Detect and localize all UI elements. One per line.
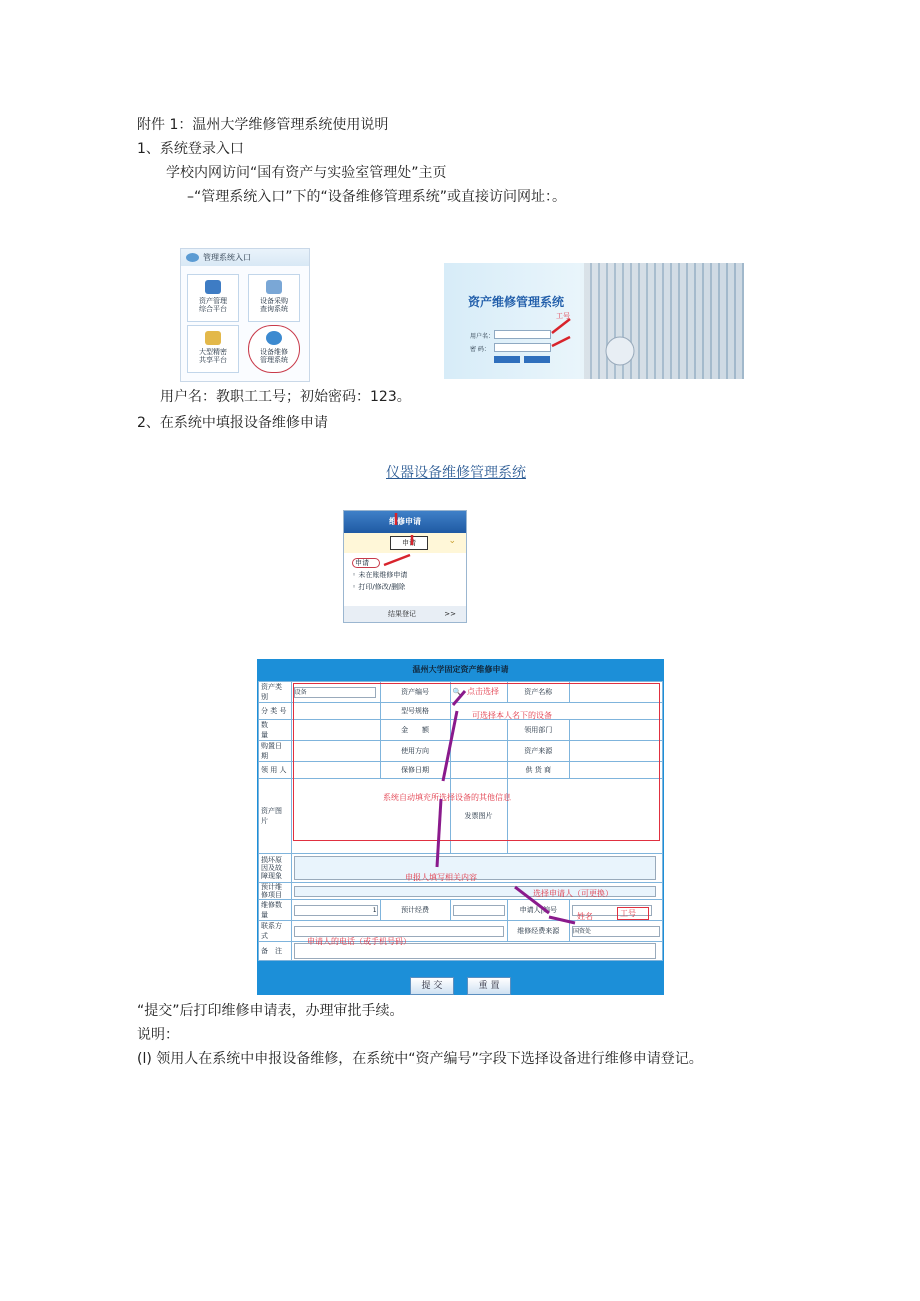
- submit-button[interactable]: 提 交: [410, 977, 454, 995]
- label-damage-cause: 损坏原因及故障现象: [259, 854, 292, 883]
- annotation-select-own: 可选择本人名下的设备: [472, 711, 552, 720]
- form-title: 温州大学固定资产维修申请: [412, 665, 509, 674]
- label-usage: 使用方向: [380, 741, 450, 762]
- password-label: 密 码：: [470, 346, 490, 353]
- gear-globe-icon: [266, 331, 282, 345]
- label-purchase-date: 购置日期: [259, 741, 292, 762]
- menu-item-unlisted-apply[interactable]: ◦ 未在账维修申请: [352, 571, 408, 579]
- note-item-1: (l) 领用人在系统中申报设备维修，在系统中“资产编号”字段下选择设备进行维修申请登记。: [137, 1051, 703, 1067]
- menu-header[interactable]: 维修申请: [344, 511, 466, 533]
- label-applicant-number: 申请人|编号: [507, 900, 569, 921]
- system-link[interactable]: 仪器设备维修管理系统: [386, 465, 526, 481]
- menu-footer-label: 结果登记: [388, 610, 416, 618]
- tile-label: 大型精密 共享平台: [199, 348, 227, 364]
- label-asset-category: 资产类别: [259, 682, 292, 703]
- repair-menu-screenshot: [343, 510, 467, 623]
- entry-panel-header: [181, 249, 309, 266]
- menu-item-label: 申请: [352, 558, 380, 568]
- tile-label: 资产管理 综合平台: [199, 297, 227, 313]
- folder-icon: [205, 331, 221, 345]
- document-search-icon: [266, 280, 282, 294]
- label-contact: 联系方式: [259, 921, 292, 942]
- fund-source-value: 国资处: [572, 926, 660, 937]
- after-submit-note: “提交”后打印维修申请表，办理审批手续。: [137, 1003, 404, 1019]
- tile-shared-platform[interactable]: [187, 325, 239, 373]
- form-annotation-arrows: [257, 659, 664, 995]
- annotation-click-select: 点击选择: [467, 687, 499, 696]
- chevron-right-icon: >>: [444, 610, 456, 618]
- section-1-paragraph-2: –“管理系统入口”下的“设备维修管理系统”或直接访问网址：。: [187, 189, 567, 205]
- label-asset-name: 资产名称: [507, 682, 569, 703]
- tile-repair-management[interactable]: [248, 325, 300, 373]
- label-supplier: 供 货 商: [507, 762, 569, 779]
- label-repair-qty: 维修数量: [259, 900, 292, 921]
- menu-selected-box[interactable]: 申请: [390, 536, 428, 550]
- tile-asset-management[interactable]: [187, 274, 239, 322]
- username-label: 用户名：: [470, 333, 495, 340]
- label-model-spec: 型号规格: [380, 703, 450, 720]
- annotation-choose-applicant: 选择申请人（可更换）: [533, 889, 613, 898]
- chevron-double-down-icon[interactable]: ⌄: [448, 536, 456, 546]
- label-asset-number: 资产编号: [380, 682, 450, 703]
- document-heading: 附件 1：温州大学维修管理系统使用说明: [137, 117, 389, 133]
- label-source: 资产来源: [507, 741, 569, 762]
- annotation-auto-fill: 系统自动填充所选择设备的其他信息: [383, 793, 511, 802]
- login-credentials-note: 用户名：教职工工号；初始密码：123。: [160, 389, 411, 405]
- management-entry-panel: [180, 248, 310, 382]
- label-fund-source: 维修经费来源: [507, 921, 569, 942]
- note-label: 说明：: [137, 1027, 179, 1043]
- cloud-icon: [186, 253, 199, 262]
- section-1-title: 1、系统登录入口: [137, 141, 244, 157]
- label-class-number: 分 类 号: [259, 703, 292, 720]
- label-remarks: 备 注: [259, 942, 292, 961]
- label-estimated-cost: 预计经费: [380, 900, 450, 921]
- annotation-name: 姓名: [577, 912, 593, 921]
- section-1-paragraph-1: 学校内网访问“国有资产与实验室管理处”主页: [166, 165, 447, 181]
- login-screenshot: [444, 263, 744, 379]
- repair-form-screenshot: [257, 659, 664, 995]
- annotation-fill-content: 申报人填写相关内容: [405, 873, 477, 882]
- annotation-staff-no: 工号: [617, 907, 649, 920]
- section-2-title: 2、在系统中填报设备维修申请: [137, 415, 328, 431]
- menu-item-label: 未在账维修申请: [358, 571, 408, 579]
- label-warranty: 保修日期: [380, 762, 450, 779]
- menu-item-print-edit-delete[interactable]: ◦ 打印/修改/删除: [352, 583, 406, 591]
- login-annotation-arrows: [444, 263, 744, 379]
- asset-category-value: 设备: [294, 687, 376, 698]
- label-recipient: 领 用 人: [259, 762, 292, 779]
- label-quantity: 数 量: [259, 720, 292, 741]
- staff-no-annotation: 工号: [556, 312, 570, 320]
- label-repair-item: 预计维修项目: [259, 883, 292, 900]
- reset-button[interactable]: 重 置: [467, 977, 511, 995]
- tile-label: 设备维修 管理系统: [260, 348, 288, 364]
- repair-qty-value: 1: [294, 905, 378, 916]
- bar-chart-icon: [205, 280, 221, 294]
- entry-panel-title: 管理系统入口: [203, 253, 251, 262]
- tile-label: 设备采购 查询系统: [260, 297, 288, 313]
- tile-procurement-query[interactable]: [248, 274, 300, 322]
- label-dept: 领用部门: [507, 720, 569, 741]
- search-icon[interactable]: 🔍: [452, 688, 462, 696]
- label-invoice-image: 发票图片: [450, 779, 507, 854]
- menu-item-label: 打印/修改/删除: [358, 583, 406, 591]
- label-asset-image: 资产图片: [259, 779, 292, 854]
- menu-annotation-arrows: [344, 511, 466, 622]
- label-amount: 金 额: [380, 720, 450, 741]
- login-title: 资产维修管理系统: [468, 295, 565, 309]
- annotation-phone: 申请人的电话（或手机号码）: [307, 937, 411, 946]
